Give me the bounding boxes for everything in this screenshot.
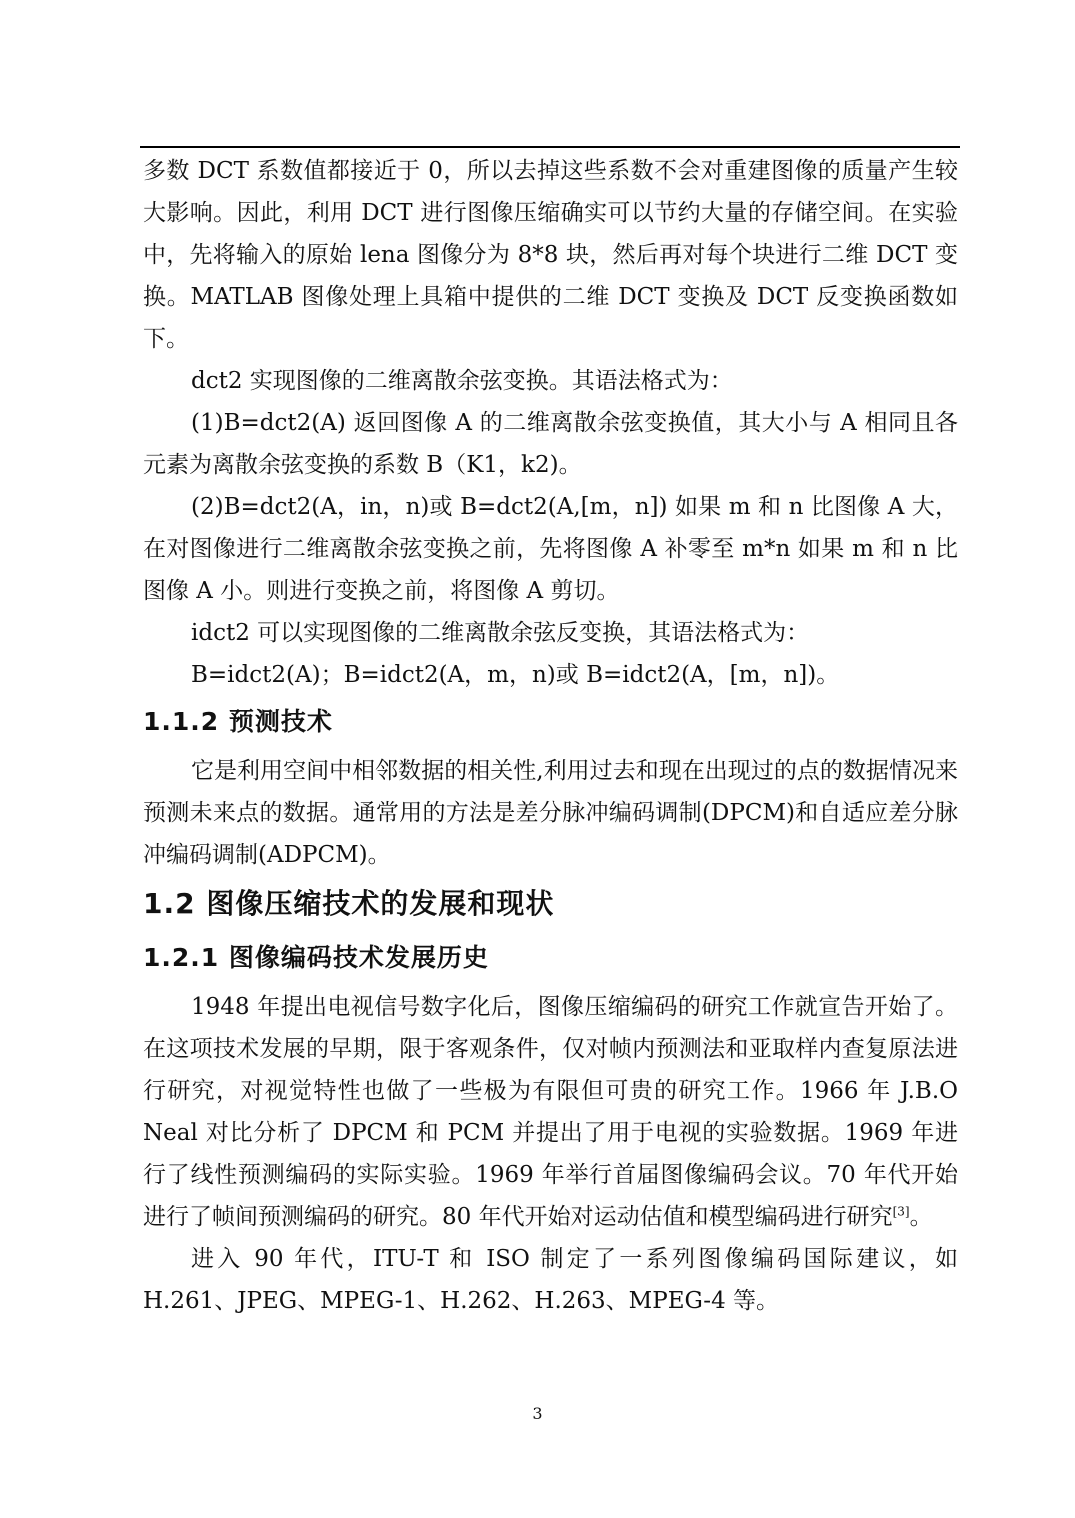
paragraph-dct2: dct2 实现图像的二维离散余弦变换。其语法格式为： <box>191 368 733 394</box>
heading-1-2-1: 1.2.1 图像编码技术发展历史 <box>143 943 489 972</box>
paragraph-prediction: 它是利用空间中相邻数据的相关性,利用过去和现在出现过的点的数据情况来预测未来点的数据。通常用的方法是差分脉冲编码调制(DPCM)和自适应差分脉冲编码调制(ADPCM)。 <box>143 758 958 868</box>
page-body <box>143 150 958 1322</box>
heading-1-2: 1.2 图像压缩技术的发展和现状 <box>143 887 555 920</box>
paragraph-90s: 进入 90 年代，ITU-T 和 ISO 制定了一系列图像编码国际建议，如 H.261、JPEG、MPEG-1、H.262、H.263、MPEG-4 等。 <box>143 1246 958 1314</box>
page-number: 3 <box>532 1404 543 1423</box>
paragraph-history <box>143 986 958 1238</box>
heading-1-1-2: 1.1.2 预测技术 <box>143 707 333 736</box>
history-end: 。 <box>909 1204 933 1230</box>
history-text: 1948 年提出电视信号数字化后，图像压缩编码的研究工作就宣告开始了。在这项技术发展的早期，限于客观条件，仅对帧内预测法和亚取样内查复原法进行研究，对视觉特性也做了一些极为有限但可贵的研究工作。1966 年 J.B.O Neal 对比分析了 DPCM 和 PCM 并提出了用于电视的实验数据。1969 年进行了线性预测编码的实际实验。1969 年举行首届图像编码会议。70 年代开始进行了帧间预测编码的研究。80 年代开始对运动估值和模型编码进行研究 <box>143 994 958 1230</box>
paragraph-dct2-syntax-1: (1)B=dct2(A) 返回图像 A 的二维离散余弦变换值，其大小与 A 相同且各元素为离散余弦变换的系数 B（K1，k2)。 <box>143 410 958 478</box>
paragraph-dct2-syntax-2: (2)B=dct2(A，in，n)或 B=dct2(A,[m，n]) 如果 m 和 n 比图像 A 大，在对图像进行二维离散余弦变换之前，先将图像 A 补零至 m*n 如果 m 和 n 比图像 A 小。则进行变换之前，将图像 A 剪切。 <box>143 494 958 604</box>
paragraph-idct2-syntax: B=idct2(A)；B=idct2(A，m，n)或 B=idct2(A，[m，n])。 <box>191 662 840 688</box>
paragraph-dct-intro: 多数 DCT 系数值都接近于 0，所以去掉这些系数不会对重建图像的质量产生较大影响。因此，利用 DCT 进行图像压缩确实可以节约大量的存储空间。在实验中，先将输入的原始 lena 图像分为 8*8 块，然后再对每个块进行二维 DCT 变换。MATLAB 图像处理上具箱中提供的二维 DCT 变换及 DCT 反变换函数如下。 <box>143 158 958 352</box>
header-rule <box>140 146 960 148</box>
citation-ref: [3] <box>892 1204 910 1219</box>
paragraph-idct2: idct2 可以实现图像的二维离散余弦反变换，其语法格式为： <box>191 620 810 646</box>
